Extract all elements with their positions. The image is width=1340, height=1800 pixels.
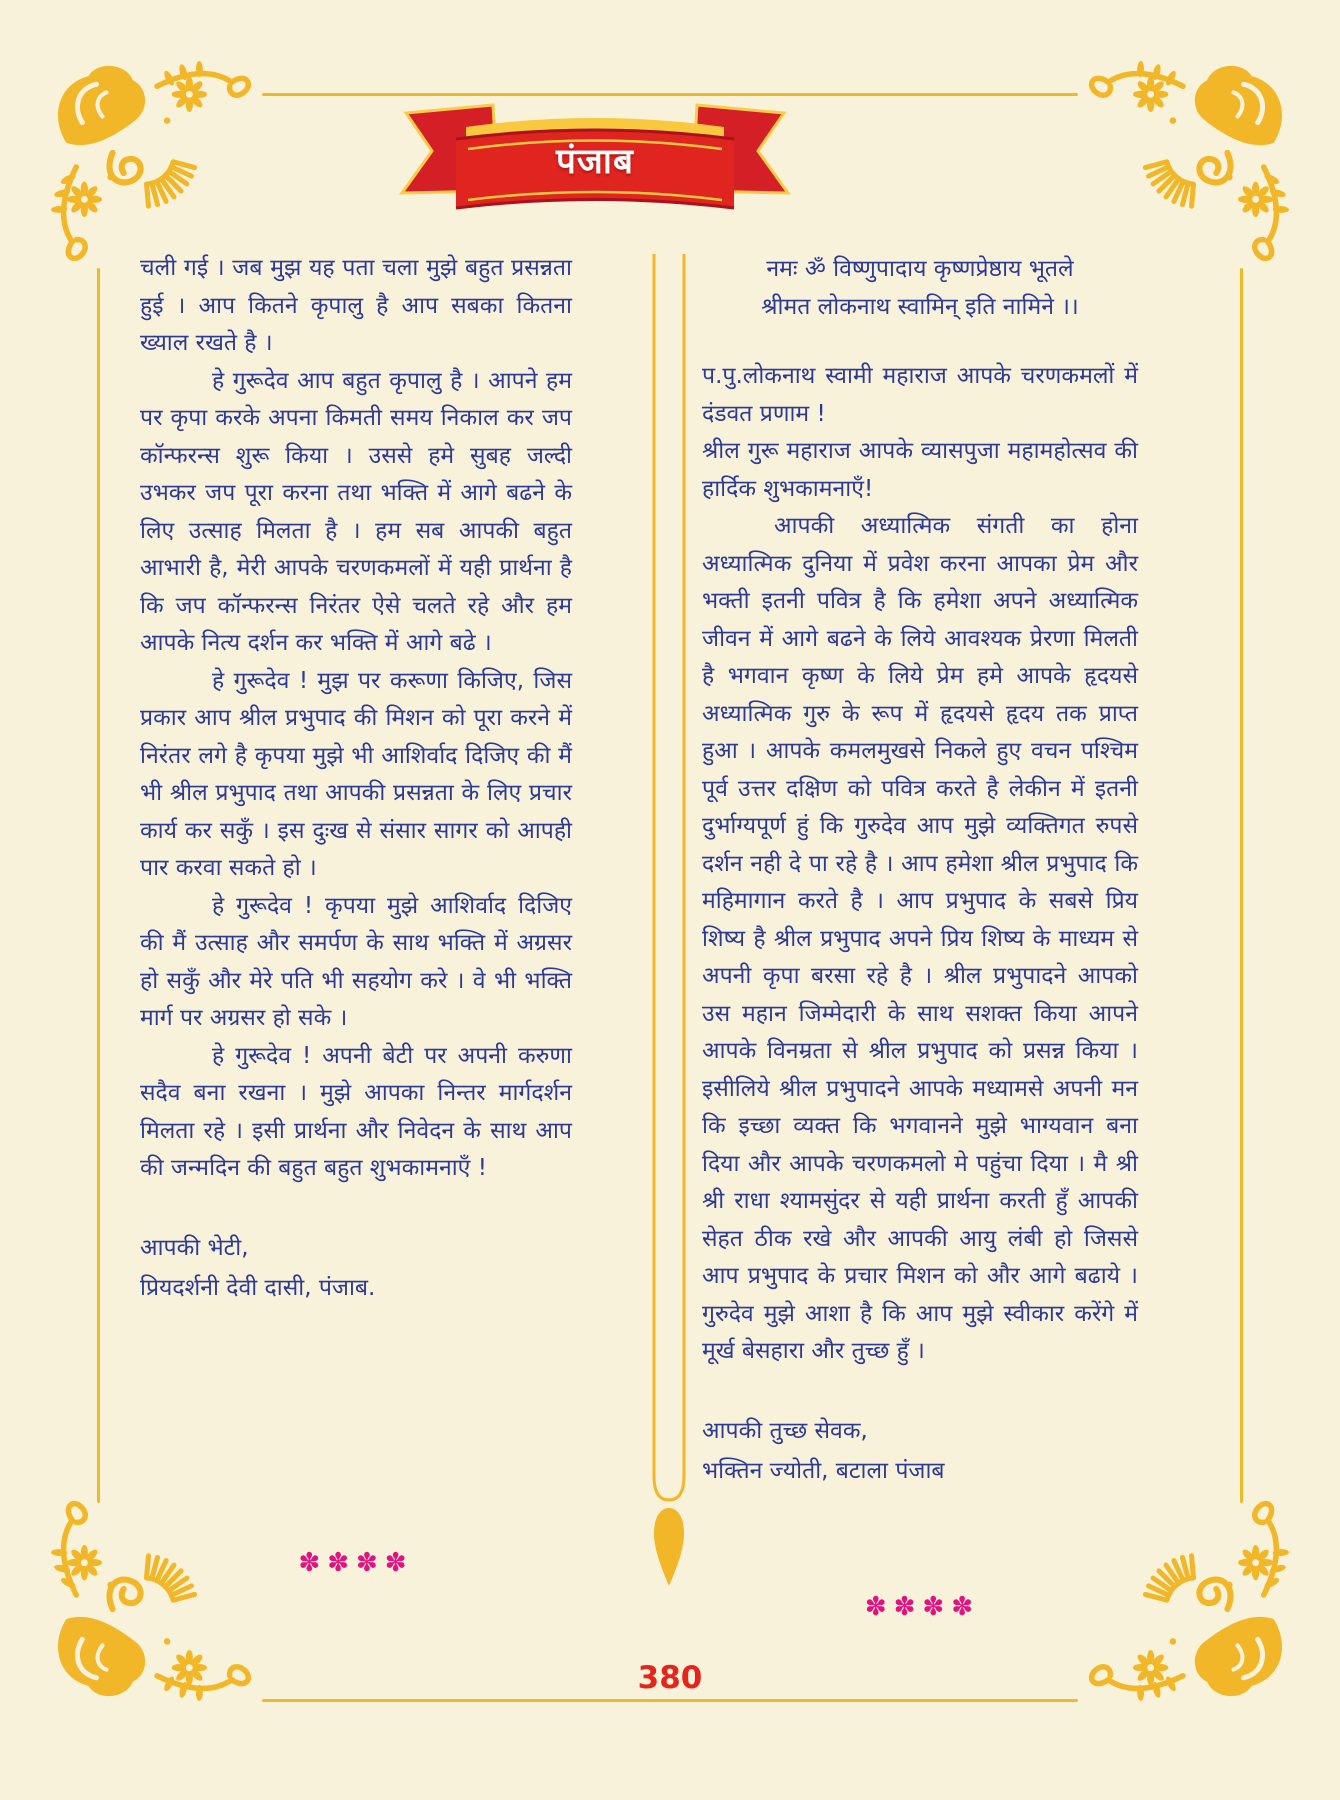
paragraph: हे गुरूदेव आप बहुत कृपालु है । आपने हम पर कृपा करके अपना किमती समय निकाल कर जप कॉन्फरन्स शुरू किया । उससे हमे सुबह जल्दी उभकर जप पूरा करना तथा भक्ति में आगे बढने के लिए उत्साह मिलता है । हम सब आपकी बहुत आभारी है, मेरी आपके चरणकमलों में यही प्रार्थना है कि जप कॉन्फरन्स निरंतर ऐसे चलते रहे और हम आपके नित्य दर्शन कर भक्ति में आगे बढे । [140,367,572,656]
paragraph: आपकी अध्यात्मिक संगती का होना अध्यात्मिक दुनिया में प्रवेश करना आपका प्रेम और भक्ती इतनी पवित्र है कि हमेशा अपने अध्यात्मिक जीवन में आगे बढने के लिये आवश्यक प्रेरणा मिलती है भगवान कृष्ण के लिये प्रेम हमे आपके हृदयसे अध्यात्मिक गुरु के रूप में हृदयसे हृदय तक प्राप्त हुआ । आपके कमलमुखसे निकले हुए वचन पश्चिम पूर्व उत्तर दक्षिण को पवित्र करते है लेकीन में इतनी दुर्भाग्यपूर्ण हुं कि गुरुदेव आप मुझे व्यक्तिगत रुपसे दर्शन नही दे पा रहे है । आप हमेशा श्रील प्रभुपाद कि महिमागान करते है । आप प्रभुपाद के सबसे प्रिय शिष्य है श्रील प्रभुपाद अपने प्रिय शिष्य के माध्यम से अपनी कृपा बरसा रहे है । श्रील प्रभुपादने आपको उस महान जिम्मेदारी के साथ सशक्त किया आपने आपके विनम्रता से श्रील प्रभुपाद को प्रसन्न किया । इसीलिये श्रील प्रभुपादने आपके मध्यामसे अपनी मन कि इच्छा व्यक्त कि भगवानने मुझे भाग्यवान बना दिया और आपके चरणकमलो मे पहुंचा दिया । मै श्री श्री राधा श्यामसुंदर से यही प्रार्थना करती हुँ आपकी सेहत ठीक रखे और आपकी आयु लंबी हो जिससे आप प्रभुपाद के प्रचार मिशन को और आगे बढाये । गुरुदेव मुझे आशा है कि आप मुझे स्वीकार करेंगे में मूर्ख बेसहारा और तुच्छ हुँ । [702,513,1138,1364]
pen-nib-divider-icon [646,254,692,1588]
frame-border-left [97,268,100,1503]
paragraph: चली गई । जब मुझ यह पता चला मुझे बहुत प्रसन्नता हुई । आप कितने कृपालु है आप सबका कितना ख्याल रखते है । [140,255,572,356]
frame-border-bottom [262,1699,1078,1702]
paragraph: हे गुरूदेव ! कृपया मुझे आशिर्वाद दिजिए की मैं उत्साह और समर्पण के साथ भक्ति में अग्रसर हो सकुँ और मेरे पति भी सहयोग करे । वे भी भक्ति मार्ग पर अग्रसर हो सके । [140,892,572,1031]
frame-border-top [262,93,1078,96]
page-number: 380 [637,1660,703,1696]
paragraph: प.पु.लोकनाथ स्वामी महाराज आपके चरणकमलों में दंडवत प्रणाम ! [702,363,1138,427]
floral-corner-ornament-icon [1080,58,1292,270]
signature-block [140,1228,572,1308]
right-text-column [702,250,1138,1491]
page-title: पंजाब [556,142,634,182]
invocation-line: नमः ॐ विष्णुपादाय कृष्णप्रेष्ठाय भूतले [766,256,1074,282]
signature-line: भक्तिन ज्योती, बटाला पंजाब [702,1457,945,1484]
section-end-stars: ✽✽✽✽ [864,1592,980,1622]
floral-corner-ornament-icon [48,58,260,270]
frame-border-right [1240,268,1243,1503]
left-text-column [140,250,572,1308]
paragraph: श्रील गुरू महाराज आपके व्यासपुजा महामहोत्सव की हार्दिक शुभकामनाएँ! [702,438,1138,502]
ribbon-banner [398,103,792,213]
signature-line: प्रियदर्शनी देवी दासी, पंजाब. [140,1274,376,1301]
signature-block [702,1411,1138,1491]
signature-line: आपकी भेटी, [140,1234,249,1261]
paragraph: हे गुरूदेव ! मुझ पर करूणा किजिए, जिस प्रकार आप श्रील प्रभुपाद की मिशन को पूरा करने में निरंतर लगे है कृपया मुझे भी आशिर्वाद दिजिए की मैं भी श्रील प्रभुपाद तथा आपकी प्रसन्नता के लिए प्रचार कार्य कर सकुँ । इस दुःख से संसार सागर को आपही पार करवा सकते हो । [140,667,572,881]
paragraph: हे गुरूदेव ! अपनी बेटी पर अपनी करुणा सदैव बना रखना । मुझे आपका निन्तर मार्गदर्शन मिलता रहे । इसी प्रार्थना और निवेदन के साथ आप की जन्मदिन की बहुत बहुत शुभकामनाएँ ! [140,1042,572,1181]
invocation-verse [702,250,1138,326]
section-end-stars: ✽✽✽✽ [298,1548,414,1578]
invocation-line: श्रीमत लोकनाथ स्वामिन् इति नामिने ।। [761,294,1079,320]
signature-line: आपकी तुच्छ सेवक, [702,1417,868,1444]
